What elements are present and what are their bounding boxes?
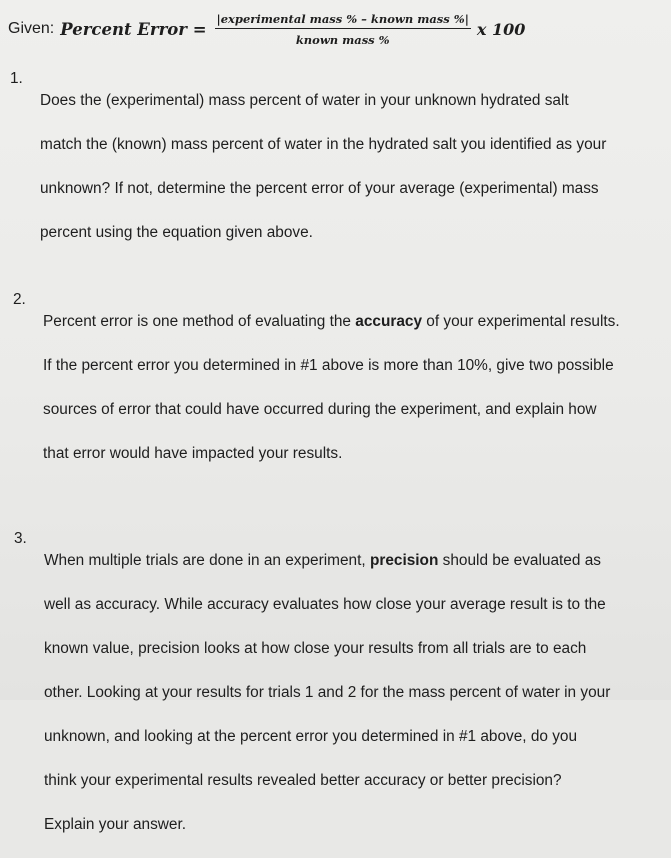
question-line bbox=[44, 550, 610, 572]
question-line: Does the (experimental) mass percent of water in your unknown hydrated salt bbox=[40, 92, 569, 109]
formula-multiplier: x 100 bbox=[476, 19, 526, 39]
question-line: well as accuracy. While accuracy evaluates how close your average result is to the bbox=[44, 596, 606, 613]
question-line: If the percent error you determined in #1 above is more than 10%, give two possible bbox=[43, 357, 614, 374]
question-2 bbox=[13, 289, 620, 487]
question-number: 2. bbox=[13, 291, 26, 308]
question-3 bbox=[14, 528, 610, 858]
question-line-end: should be evaluated as bbox=[438, 552, 601, 569]
question-number: 1. bbox=[10, 70, 23, 87]
question-line: that error would have impacted your results. bbox=[43, 445, 343, 462]
question-line: sources of error that could have occurred during the experiment, and explain how bbox=[43, 401, 597, 418]
question-text bbox=[40, 68, 606, 266]
given-label: Given: bbox=[8, 20, 55, 37]
question-line: Explain your answer. bbox=[44, 816, 187, 833]
question-text bbox=[43, 289, 620, 487]
question-line: unknown, and looking at the percent error you determined in #1 above, do you bbox=[44, 728, 578, 745]
question-line-start: Percent error is one method of evaluating the bbox=[43, 313, 356, 330]
percent-error-formula bbox=[8, 6, 525, 52]
question-number: 3. bbox=[14, 530, 27, 547]
formula-denominator: known mass % bbox=[295, 32, 390, 47]
question-line bbox=[43, 311, 620, 333]
question-1 bbox=[10, 68, 606, 266]
formula-fraction bbox=[215, 12, 471, 47]
question-line: match the (known) mass percent of water in the hydrated salt you identified as your bbox=[40, 136, 607, 153]
precision-term: precision bbox=[369, 552, 439, 569]
formula-numerator: |experimental mass % – known mass %| bbox=[215, 12, 471, 29]
question-line-end: of your experimental results. bbox=[422, 313, 620, 330]
question-line: other. Looking at your results for trials 1 and 2 for the mass percent of water in your bbox=[44, 684, 611, 701]
question-line: unknown? If not, determine the percent error of your average (experimental) mass bbox=[40, 180, 599, 197]
question-line: think your experimental results revealed better accuracy or better precision? bbox=[44, 772, 562, 789]
accuracy-term: accuracy bbox=[355, 313, 423, 330]
question-text bbox=[44, 528, 610, 858]
question-line-start: When multiple trials are done in an experiment, bbox=[44, 552, 370, 569]
question-line: percent using the equation given above. bbox=[40, 224, 313, 241]
formula-lhs: Percent Error = bbox=[60, 19, 207, 39]
question-line: known value, precision looks at how close your results from all trials are to each bbox=[44, 640, 587, 657]
